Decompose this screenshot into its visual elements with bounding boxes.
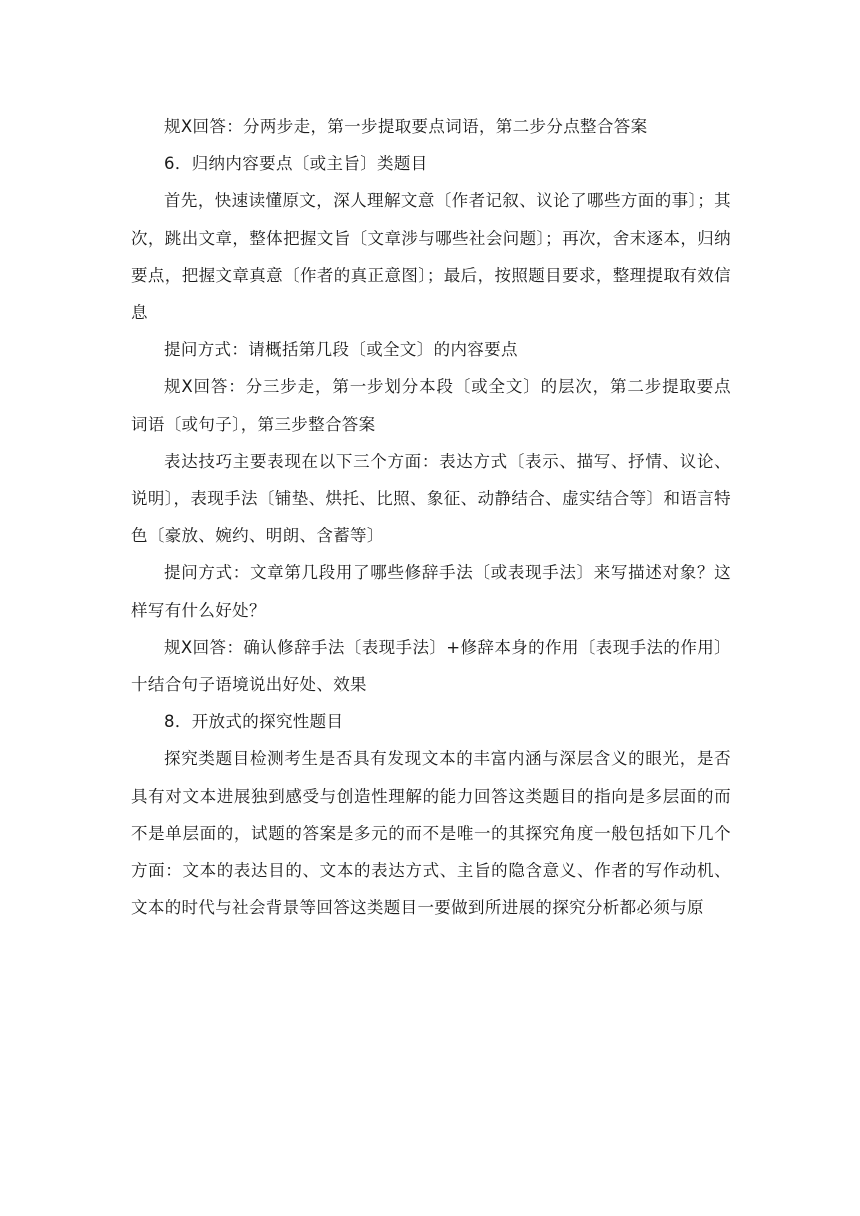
paragraph-exploratory-questions: 探究类题目检测考生是否具有发现文本的丰富内涵与深层含义的眼光，是否具有对文本进展独到感受与创造性理解的能力回答这类题目的指向是多层面的而不是单层面的，试题的答案是多元的而不是唯一的其探究角度一般包括如下几个方面：文本的表达目的、文本的表达方式、主旨的隐含意义、作者的写作动机、文本的时代与社会背景等回答这类题目一要做到所进展的探究分析都必须与原 — [131, 749, 731, 918]
paragraph-answer-two-steps: 规X回答：分两步走，第一步提取要点词语，第二步分点整合答案 — [164, 117, 648, 136]
paragraph-answer-three-steps: 规X回答：分三步走，第一步划分本段〔或全文〕的层次，第二步提取要点词语〔或句子〕，第三步整合答案 — [131, 377, 731, 434]
paragraph-question-format-summary: 提问方式：请概括第几段〔或全文〕的内容要点 — [164, 340, 518, 360]
paragraph-method-steps: 首先，快速读懂原文，深人理解文意〔作者记叙、议论了哪些方面的事〕；其次，跳出文章，整体把握文旨〔文章涉与哪些社会问题〕；再次，舍末逐本，归纳要点，把握文章真意〔作者的真正意图〕；最后，按照题目要求，整理提取有效信息 — [131, 191, 731, 323]
paragraph-answer-rhetoric: 规X回答：确认修辞手法〔表现手法〕+修辞本身的作用〔表现手法的作用〕十结合句子语境说出好处、效果 — [131, 637, 731, 695]
heading-section-6: 6．归纳内容要点〔或主旨〕类题目 — [164, 154, 428, 174]
document-body — [131, 108, 731, 926]
heading-section-8: 8．开放式的探究性题目 — [164, 712, 344, 732]
paragraph-expression-techniques: 表达技巧主要表现在以下三个方面：表达方式〔表示、描写、抒情、议论、说明〕，表现手法〔铺垫、烘托、比照、象征、动静结合、虚实结合等〕和语言特色〔豪放、婉约、明朗、含蓄等〕 — [131, 451, 731, 546]
paragraph-question-format-rhetoric: 提问方式：文章第几段用了哪些修辞手法〔或表现手法〕来写描述对象？这样写有什么好处？ — [131, 563, 731, 620]
